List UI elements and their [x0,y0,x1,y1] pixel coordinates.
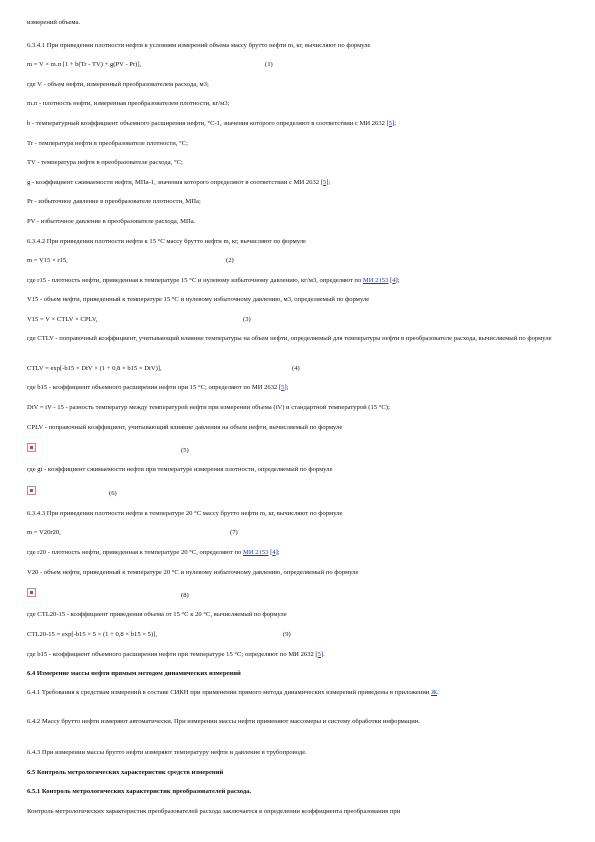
ref-link-5[interactable]: 5 [388,120,393,127]
formula-image-placeholder [27,588,36,597]
def-r20: где r20 - плотность нефти, приведенная к температуре 20 °С, определяют по МИ 2153 [4]; [27,549,280,556]
ref-link-mi-2153[interactable]: МИ 2153 [242,549,269,556]
ref-link-4[interactable]: 4 [272,549,276,556]
equation-number-6: (6) [109,490,117,497]
def-b15-2: где b15 - коэффициент объемного расширения нефти при температуре 15 °С; определяют по МИ 2632 [5]. [27,651,325,658]
formula-7: m = V20r20, [27,529,61,536]
section-6-3-4-1: 6.3.4.1 При приведении плотности нефти к условиям измерений объема массу брутто нефти m, кг, вычисляют по формуле [27,42,371,49]
def-ctlv: где CTLV - поправочный коэффициент, учитывающий влияние температуры на объем нефти, определяемый для температуры нефти в преобразователе расхода, вычисляемый по формуле [27,335,552,342]
def-density: m.п - плотность нефти, измеренная преобразователем плотности, кг/м3; [27,100,230,107]
formula-2: m = V15 × r15, [27,257,68,264]
section-6-3-4-3: 6.3.4.3 При приведении плотности нефти к температуре 20 °С массу брутто нефти m, кг, вычисляют по формуле [27,510,343,517]
equation-number-4: (4) [292,365,300,372]
para-control: Контроль метрологических характеристик преобразователей расхода заключается в определении коэффициента преобразования при [27,808,401,815]
appendix-link-zh[interactable]: Ж [431,689,438,696]
section-6-4-2: 6.4.2 Массу брутто нефти измеряют автоматически. При измерении массы нефти применяют массомеры и систему обработки информации. [27,718,420,725]
def-b: b - температурный коэффициент объемного расширения нефти, °С-1, значения которого определяют в соответствии с МИ 2632 [5]; [27,120,397,127]
formula-9: CTL20-15 = exp[-b15 × 5 × (1 + 0,8 × b15 × 5)], [27,631,157,638]
def-pv: PV - избыточное давление в преобразователе расхода, МПа. [27,218,196,225]
ref-link-5[interactable]: 5 [322,179,327,186]
section-6-4-1: 6.4.1 Требования к средствам измерений в составе СИКН при применении прямого метода динамических измерений приведены в приложении Ж. [27,689,439,696]
def-b15: где b15 - коэффициент объемного расширения нефти при 15 °С; определяют по МИ 2632 [5]; [27,384,289,391]
equation-number-3: (3) [243,316,251,323]
def-r15: где r15 - плотность нефти, приведенная к температуре 15 °С и нулевому избыточному давлению, кг/м3, определяют по МИ 2153 [4]; [27,277,400,284]
def-v20: V20 - объем нефти, приведенный к температуре 20 °С и нулевому избыточному давлению, определяемый по формуле [27,569,359,576]
def-tv: TV - температура нефти в преобразователе расхода, °С; [27,159,183,166]
def-gt: где gt - коэффициент сжимаемости нефти при температуре измерения плотности, определяемый по формуле [27,466,333,473]
def-ctl20-15: где CTL20-15 - коэффициент приведения объема от 15 °С к 20 °С, вычисляемый по формуле [27,611,287,618]
formula-image-placeholder [27,486,36,495]
def-v15: V15 - объем нефти, приведенный к температуре 15 °С и нулевому избыточному давлению, м3, определяемый по формуле [27,296,370,303]
formula-3: V15 = V × CTLV × CPLV, [27,316,98,323]
def-tr: Tr - температура нефти в преобразователе плотности, °С; [27,140,188,147]
formula-4: CTLV = exp[-b15 × DtV × (1 + 0,8 × b15 × DtV)], [27,365,162,372]
def-v: где V - объем нефти, измеренный преобразователем расхода, м3; [27,81,209,88]
formula-image-placeholder [27,443,36,452]
formula-1: m = V × m.п [1 + b(Tr - TV) + g(PV - Pr)], [27,61,142,68]
section-6-3-4-2: 6.3.4.2 При приведении плотности нефти к 15 °С массу брутто нефти m, кг, вычисляют по формуле [27,238,306,245]
def-dtv: DtV = tV - 15 - разность температур между температурой нефти при измерении объема (tV) и стандартной температурой (15 °С); [27,404,390,411]
section-heading-6-4: 6.4 Измерение массы нефти прямым методом динамических измерений [27,670,241,677]
ref-link-5[interactable]: 5 [317,651,321,658]
equation-number-2: (2) [226,257,234,264]
ref-link-mi-2153[interactable]: МИ 2153 [362,277,389,284]
ref-link-5[interactable]: 5 [281,384,285,391]
def-g: g - коэффициент сжимаемости нефти, МПа-1, значения которого определяют в соответствии с МИ 2632 [5]; [27,179,331,186]
equation-number-5: (5) [181,447,189,454]
equation-number-7: (7) [230,529,238,536]
ref-link-4[interactable]: 4 [392,277,396,284]
section-6-5-1: 6.5.1 Контроль метрологических характеристик преобразователей расхода. [27,788,252,795]
section-6-4-3: 6.4.3 При измерении массы брутто нефти измеряют температуру нефти и давление в трубопроводе. [27,749,307,756]
equation-number-8: (8) [181,592,189,599]
def-cplv: CPLV - поправочный коэффициент, учитывающий влияние давления на объем нефти, вычисляемый по формуле [27,424,343,431]
equation-number-1: (1) [265,61,273,68]
section-heading-6-5: 6.5 Контроль метрологических характеристик средств измерений [27,769,224,776]
para-continuation: измерений объема. [27,19,81,26]
def-pr: Pr - избыточное давление в преобразователе плотности, МПа; [27,198,201,205]
equation-number-9: (9) [283,631,291,638]
